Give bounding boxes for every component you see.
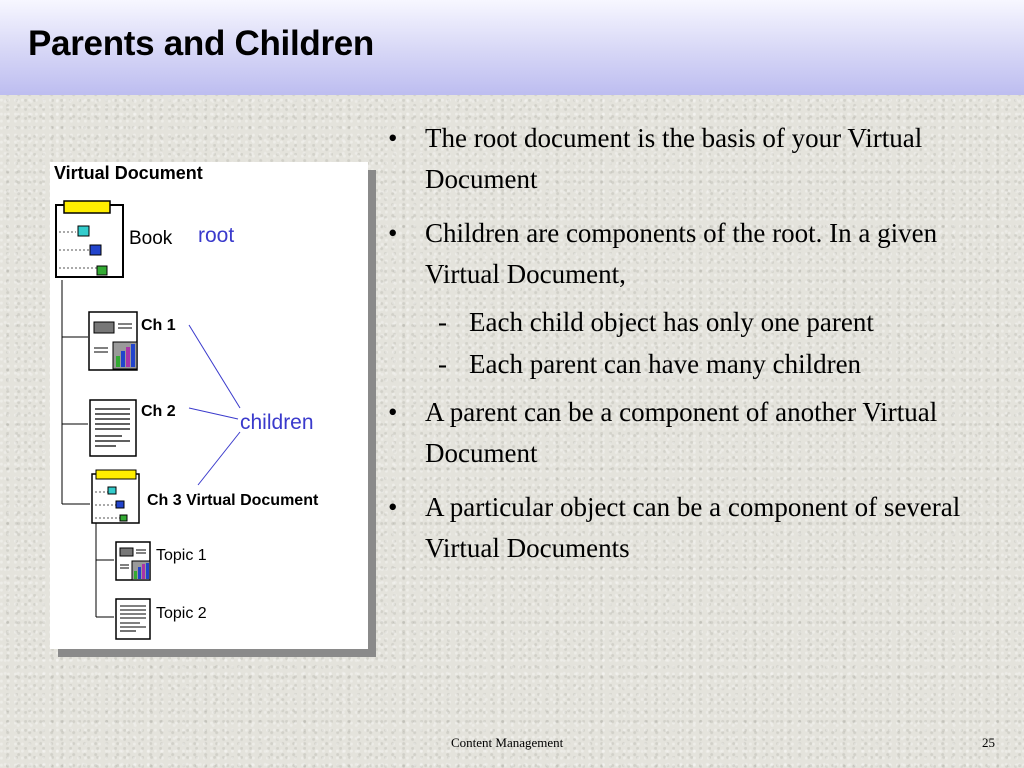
- text-document-icon: [90, 400, 136, 456]
- sub-bullet-text: Each child object has only one parent: [469, 307, 874, 337]
- footer-text: Content Management: [451, 735, 564, 750]
- ch1-label: Ch 1: [141, 317, 176, 334]
- sub-bullet-item: [438, 302, 988, 343]
- book-label: Book: [129, 228, 173, 249]
- bullet-item: [388, 392, 988, 474]
- mixed-document-icon: [89, 312, 137, 370]
- ch2-label: Ch 2: [141, 403, 176, 420]
- bullet-text: Children are components of the root. In a given Virtual Document,: [425, 218, 938, 289]
- bullet-icon: •: [388, 123, 398, 153]
- slide-title: Parents and Children: [28, 24, 375, 63]
- bullet-list: [388, 118, 988, 582]
- children-annotation: children: [240, 411, 314, 434]
- bullet-text: A parent can be a component of another Virtual Document: [425, 397, 938, 468]
- sub-bullet-item: [438, 344, 988, 385]
- sub-bullet-text: Each parent can have many children: [469, 349, 862, 379]
- topic2-label: Topic 2: [156, 605, 207, 622]
- bullet-icon: •: [388, 397, 398, 427]
- dash-icon: -: [438, 349, 447, 379]
- bullet-item: [388, 213, 988, 295]
- ch3-label: Ch 3 Virtual Document: [147, 492, 319, 509]
- root-annotation: root: [198, 224, 235, 247]
- diagram-heading: Virtual Document: [54, 163, 203, 183]
- mixed-document-icon: [116, 542, 150, 580]
- page-number: 25: [982, 735, 995, 750]
- virtual-document-icon: [56, 201, 123, 277]
- bullet-item: [388, 487, 988, 569]
- virtual-document-icon: [92, 470, 139, 523]
- bullet-text: A particular object can be a component of several Virtual Documents: [425, 492, 961, 563]
- topic1-label: Topic 1: [156, 547, 207, 564]
- bullet-icon: •: [388, 218, 398, 248]
- dash-icon: -: [438, 307, 447, 337]
- children-pointer-lines: [189, 325, 240, 485]
- bullet-item: [388, 118, 988, 200]
- text-document-icon: [116, 599, 150, 639]
- title-bar: [0, 0, 1024, 95]
- bullet-icon: •: [388, 492, 398, 522]
- bullet-text: The root document is the basis of your Virtual Document: [425, 123, 923, 194]
